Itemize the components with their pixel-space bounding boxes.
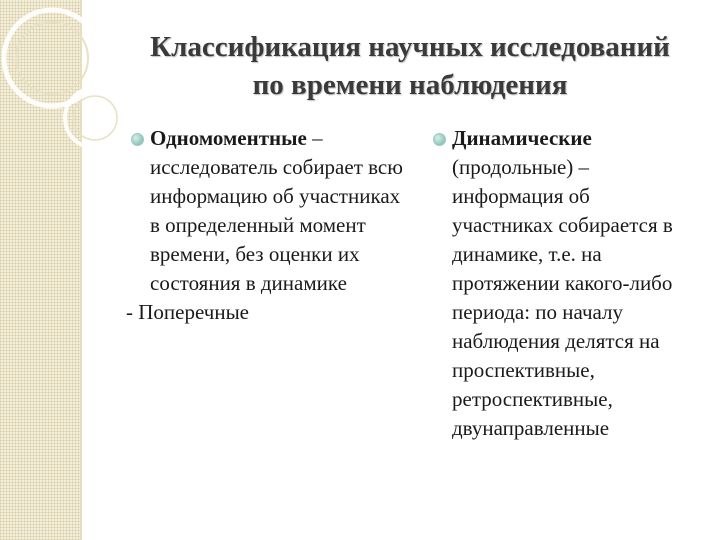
list-item-dynamic: [430, 124, 695, 443]
title-line-2: по времени наблюдения: [252, 69, 568, 101]
description-dynamic: (продольные) – информация об участниках собирается в динамике, т.е. на протяжении какого-либо периода: по началу наблюдения делятся на проспективные, ретроспективные, двунаправленные: [452, 155, 673, 440]
left-column: [128, 124, 403, 327]
right-column: [430, 124, 695, 443]
term-one-time: Одномоментные: [150, 126, 307, 150]
term-dynamic: Динамические: [452, 126, 592, 150]
bullet-icon: [433, 133, 446, 146]
subtype-cross-sectional: - Поперечные: [126, 300, 249, 324]
bullet-icon: [131, 133, 144, 146]
description-one-time: – исследователь собирает всю информацию об участниках в определенный момент времени, без оценки их состояния в динамике: [150, 126, 403, 295]
title-line-1: Классификация научных исследований: [150, 31, 670, 63]
slide-title: [110, 28, 710, 104]
list-item-one-time: [128, 124, 403, 298]
